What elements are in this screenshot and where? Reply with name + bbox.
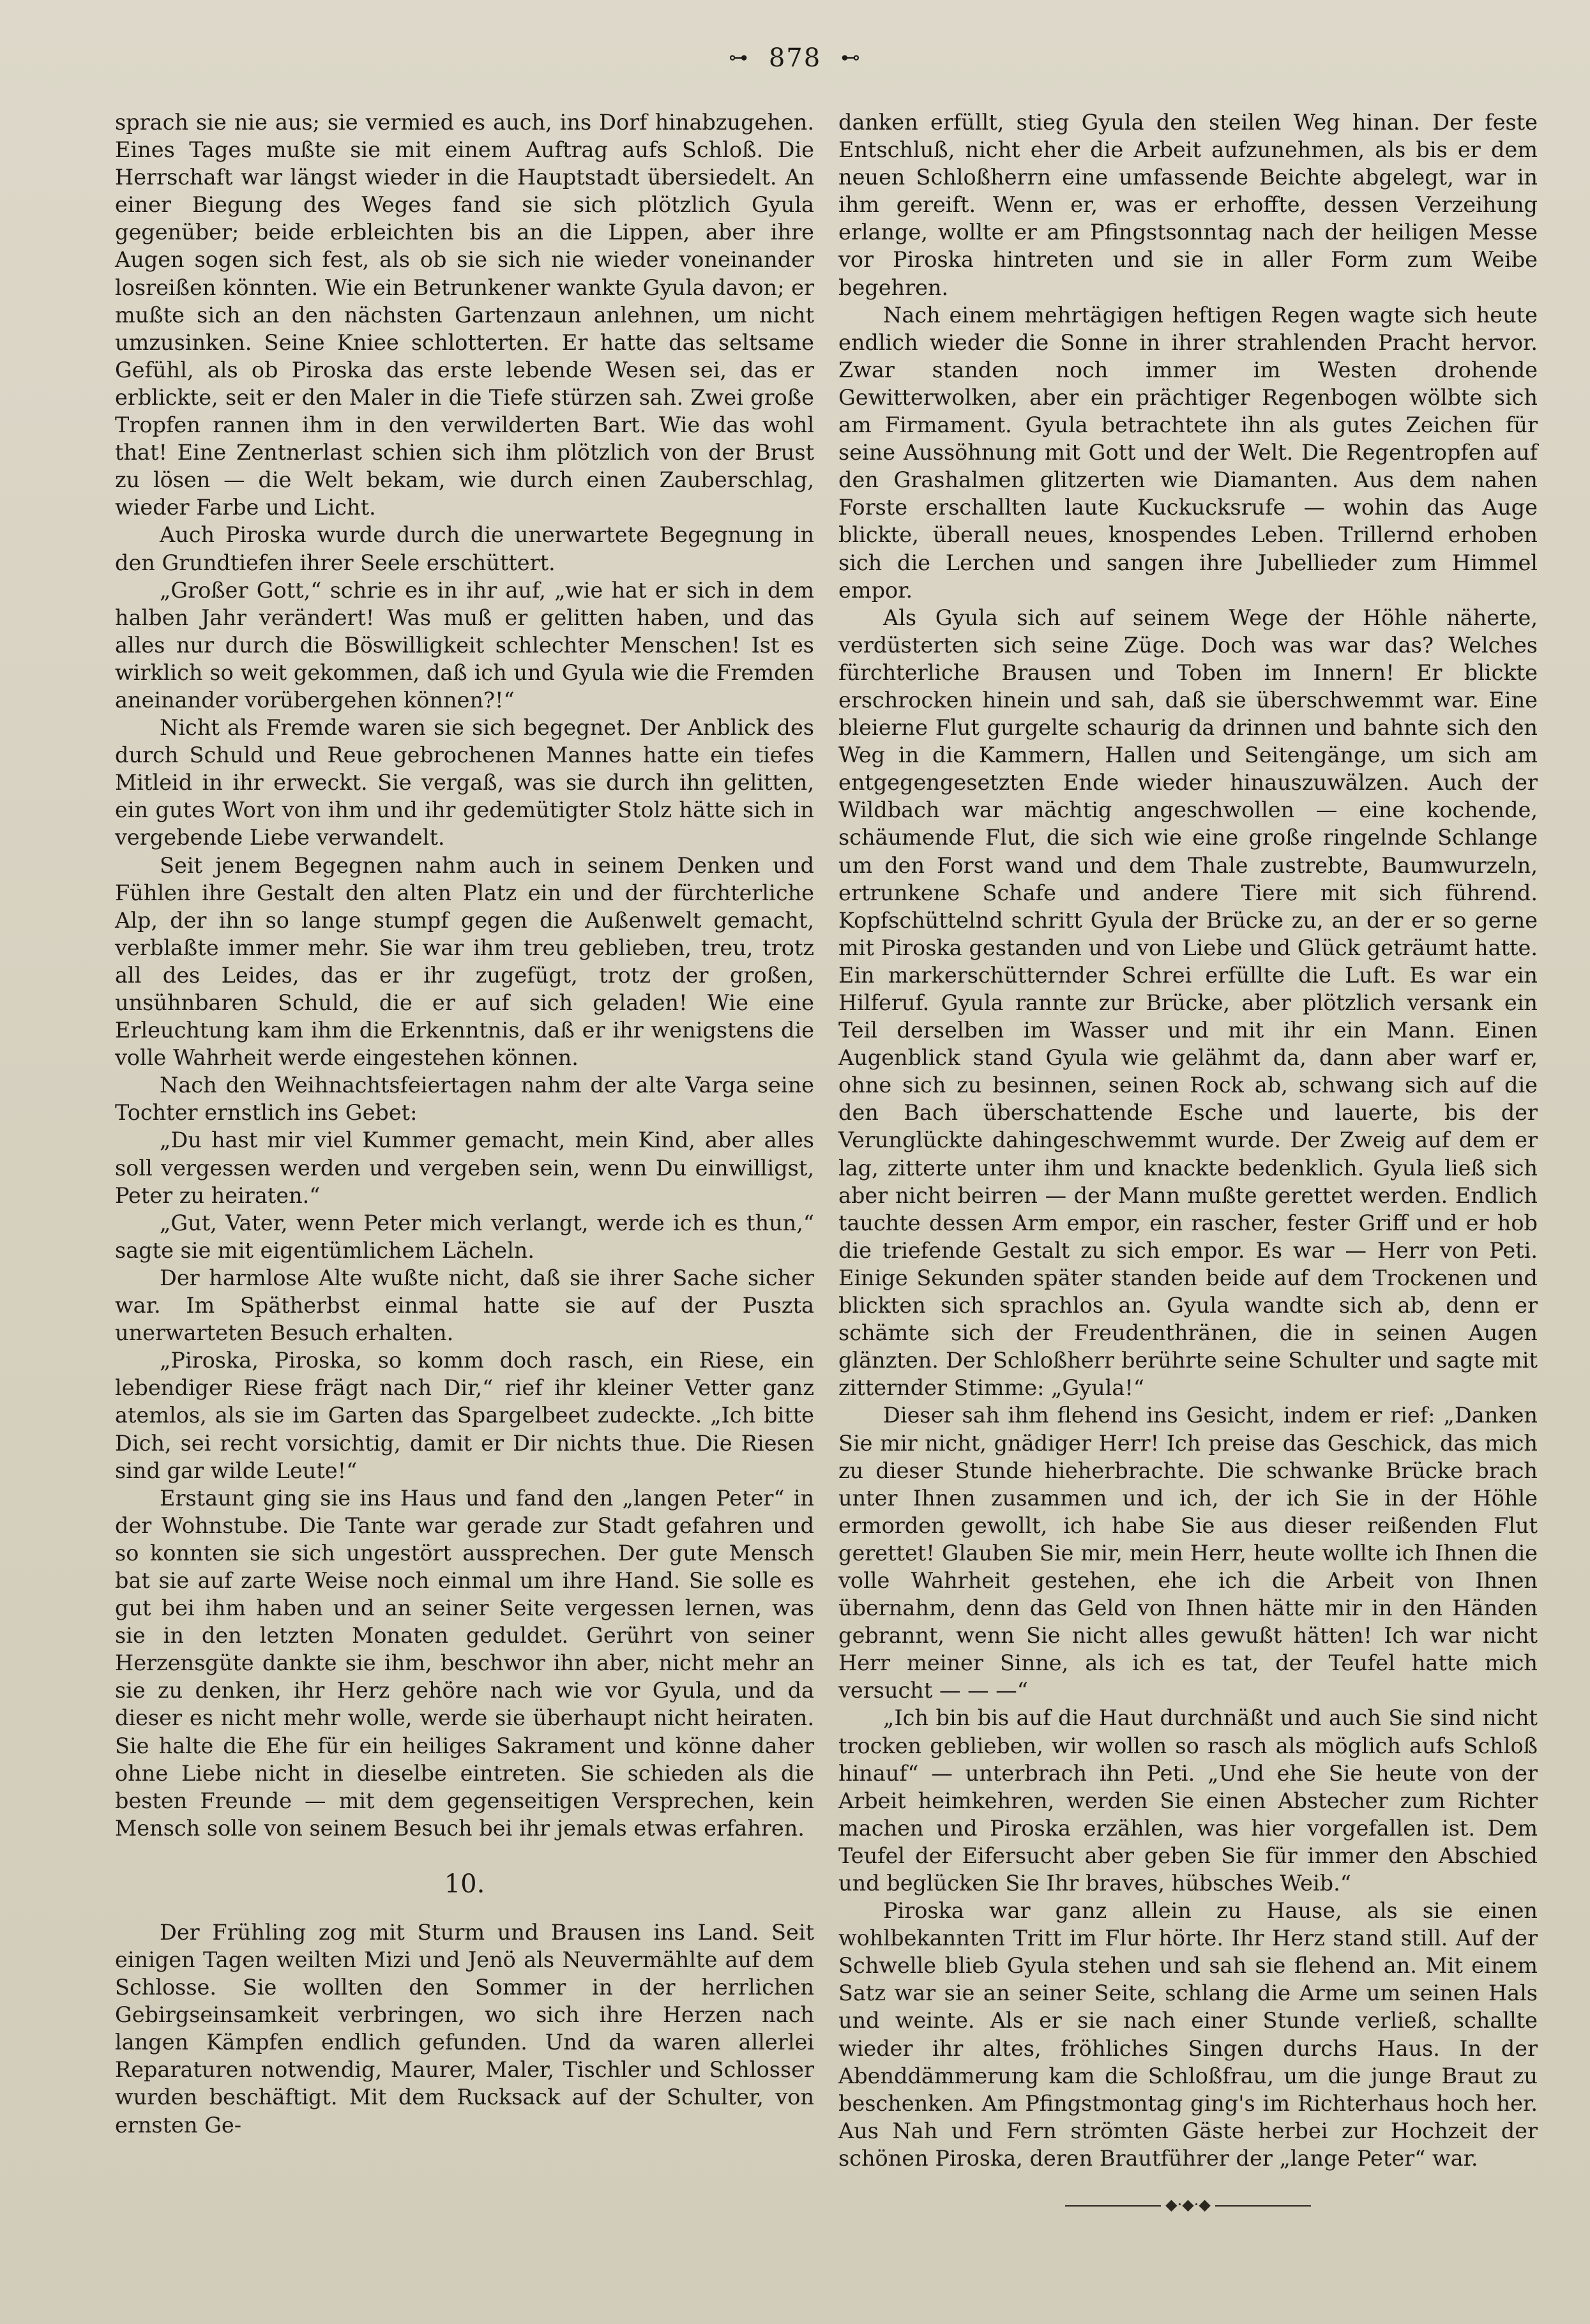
- paragraph: Als Gyula sich auf seinem Wege der Höhle näherte, verdüsterten sich seine Züge. Doch was war das? Welches fürchterliche Brausen und Toben im Innern! Er blickte erschrocken hinein und sah, daß sie überschwemmt war. Eine bleierne Flut gurgelte schaurig da drinnen und bahnte sich den Weg in die Kammern, Hallen und Seitengänge, um sich am entgegengesetzten Ende wieder hinauszuwälzen. Auch der Wildbach war mächtig angeschwollen — eine kochende, schäumende Flut, die sich wie eine große ringelnde Schlange um den Forst wand und dem Thale zustrebte, Baumwurzeln, ertrunkene Schafe und andere Tiere mit sich führend. Kopfschüttelnd schritt Gyula der Brücke zu, an der er so gerne mit Piroska gestanden und von Liebe und Glück geträumt hatte. Ein markerschütternder Schrei erfüllte die Luft. Es war ein Hilferuf. Gyula rannte zur Brücke, aber plötzlich versank ein Teil derselben im Wasser und mit ihr ein Mann. Einen Augenblick stand Gyula wie gelähmt da, dann aber warf er, ohne sich zu besinnen, seinen Rock ab, schwang sich auf die den Bach überschattende Esche und lauerte, bis der Verunglückte dahingeschwemmt wurde. Der Zweig auf dem er lag, zitterte unter ihm und knackte bedenklich. Gyula ließ sich aber nicht beirren — der Mann mußte gerettet werden. Endlich tauchte dessen Arm empor, ein rascher, fester Griff und er hob die triefende Gestalt zu sich empor. Es war — Herr von Peti. Einige Sekunden später standen beide auf dem Trockenen und blickten sich sprachlos an. Gyula wandte sich ab, denn er schämte sich der Freudenthränen, die in seinen Augen glänzten. Der Schloßherr berührte seine Schulter und sagte mit zitternder Stimme: „Gyula!“: [838, 605, 1538, 1401]
- paragraph: Der Frühling zog mit Sturm und Brausen ins Land. Seit einigen Tagen weilten Mizi und Jenö als Neuvermählte auf dem Schlosse. Sie wollten den Sommer in der herrlichen Gebirgseinsamkeit verbringen, wo sich ihre Herzen nach langen Kämpfen endlich gefunden. Und da waren allerlei Reparaturen notwendig, Maurer, Maler, Tischler und Schlosser wurden beschäftigt. Mit dem Rucksack auf der Schulter, von ernsten Ge-: [115, 1919, 814, 2138]
- paragraph: Erstaunt ging sie ins Haus und fand den „langen Peter“ in der Wohnstube. Die Tante war gerade zur Stadt gefahren und so konnten sie sich ungestört aussprechen. Der gute Mensch bat sie auf zarte Weise noch einmal um ihre Hand. Sie solle es gut bei ihm haben und an seiner Seite vergessen lernen, was sie in den letzten Monaten geduldet. Gerührt von seiner Herzensgüte dankte sie ihm, beschwor ihn aber, nicht mehr an sie zu denken, ihr Herz gehöre nach wie vor Gyula, und da dieser es nicht mehr wolle, werde sie überhaupt nicht heiraten. Sie halte die Ehe für ein heiliges Sakrament und könne daher ohne Liebe nicht in dieselbe eintreten. Sie schieden als die besten Freunde — mit dem gegenseitigen Versprechen, kein Mensch solle von seinem Besuch bei ihr jemals etwas erfahren.: [115, 1485, 814, 1841]
- paragraph: „Du hast mir viel Kummer gemacht, mein Kind, aber alles soll vergessen werden und vergeben sein, wenn Du einwilligst, Peter zu heiraten.“: [115, 1128, 814, 1208]
- ornament-left-icon: ⊶: [729, 47, 750, 69]
- paragraph: „Piroska, Piroska, so komm doch rasch, ein Riese, ein lebendiger Riese frägt nach Dir,“ rief ihr kleiner Vetter ganz atemlos, als sie im Garten das Spargelbeet zudeckte. „Ich bitte Dich, sei recht vorsichtig, damit er Dir nichts thue. Die Riesen sind gar wilde Leute!“: [115, 1348, 814, 1483]
- end-ornament-icon: ◆·◆·◆: [838, 2191, 1538, 2219]
- paragraph: Piroska war ganz allein zu Hause, als sie einen wohlbekannten Tritt im Flur hörte. Ihr Herz stand still. Auf der Schwelle blieb Gyula stehen und sah sie flehend an. Mit einem Satz war sie an seiner Seite, schlang die Arme um seinen Hals und weinte. Als er sie nach einer Stunde verließ, schallte wieder ihr altes, fröhliches Singen durchs Haus. In der Abenddämmerung kam die Schloßfrau, um die junge Braut zu beschenken. Am Pfingstmontag ging's im Richterhaus hoch her. Aus Nah und Fern strömten Gäste herbei zur Hochzeit der schönen Piroska, deren Brautführer der „lange Peter“ war.: [838, 1898, 1538, 2171]
- paragraph: Dieser sah ihm flehend ins Gesicht, indem er rief: „Danken Sie mir nicht, gnädiger Herr! Ich preise das Geschick, das mich zu dieser Stunde hieherbrachte. Die schwanke Brücke brach unter Ihnen zusammen und ich, der ich Sie in der Höhle ermorden gewollt, ich habe Sie aus dieser reißenden Flut gerettet! Glauben Sie mir, mein Herr, heute wollte ich Ihnen die volle Wahrheit gestehen, ehe ich die Arbeit von Ihnen übernahm, denn das Geld von Ihnen hätte mir in den Händen gebrannt, wenn Sie nicht alles gewußt hätten! Ich war nicht Herr meiner Sinne, als ich es tat, der Teufel hatte mich versucht — — —“: [838, 1403, 1538, 1703]
- paragraph: Nach einem mehrtägigen heftigen Regen wagte sich heute endlich wieder die Sonne in ihrer strahlenden Pracht hervor. Zwar standen noch immer im Westen drohende Gewitterwolken, aber ein prächtiger Regenbogen wölbte sich am Firmament. Gyula betrachtete ihn als gutes Zeichen für seine Aussöhnung mit Gott und der Welt. Die Regentropfen auf den Grashalmen glitzerten wie Diamanten. Aus dem nahen Forste erschallten laute Kuckucksrufe — wohin das Auge blickte, überall neues, knospendes Leben. Trillernd erhoben sich die Lerchen und sangen ihre Jubellieder zum Himmel empor.: [838, 302, 1538, 603]
- paragraph: Der harmlose Alte wußte nicht, daß sie ihrer Sache sicher war. Im Spätherbst einmal hatte sie auf der Puszta unerwarteten Besuch erhalten.: [115, 1265, 814, 1346]
- paragraph: danken erfüllt, stieg Gyula den steilen Weg hinan. Der feste Entschluß, nicht eher die Arbeit aufzunehmen, als bis er dem neuen Schloßherrn eine umfassende Beichte abgelegt, war in ihm gereift. Wenn er, was er erhoffte, dessen Verzeihung erlange, wollte er am Pfingstsonntag nach der heiligen Messe vor Piroska hintreten und sie in aller Form zum Weibe begehren.: [838, 110, 1538, 300]
- page-number: 878: [768, 43, 822, 73]
- ornament-right-icon: ⊷: [840, 47, 861, 69]
- paragraph: sprach sie nie aus; sie vermied es auch, ins Dorf hinabzugehen. Eines Tages mußte sie mit einem Auftrag aufs Schloß. Die Herrschaft war längst wieder in die Hauptstadt übersiedelt. An einer Biegung des Weges fand sie sich plötzlich Gyula gegenüber; beide erbleichten bis an die Lippen, aber ihre Augen sogen sich fest, als ob sie sich nie wieder voneinander losreißen könnten. Wie ein Betrunkener wankte Gyula davon; er mußte sich an den nächsten Gartenzaun anlehnen, um nicht umzusinken. Seine Kniee schlotterten. Er hatte das seltsame Gefühl, als ob Piroska das erste lebende Wesen sei, das er erblickte, seit er den Maler in die Tiefe stürzen sah. Zwei große Tropfen rannen ihm in den verwilderten Bart. Wie das wohl that! Eine Zentnerlast schien sich ihm plötzlich von der Brust zu lösen — die Welt bekam, wie durch einen Zauberschlag, wieder Farbe und Licht.: [115, 110, 814, 520]
- right-column: [838, 109, 1538, 2219]
- section-number: 10.: [444, 1869, 485, 1899]
- paragraph: „Ich bin bis auf die Haut durchnäßt und auch Sie sind nicht trocken geblieben, wir wollen so rasch als möglich aufs Schloß hinauf“ — unterbrach ihn Peti. „Und ehe Sie heute von der Arbeit heimkehren, werden Sie einen Abstecher zum Richter machen und Piroska erzählen, was hier vorgefallen ist. Dem Teufel der Eifersucht aber geben Sie für immer den Abschied und beglücken Sie Ihr braves, hübsches Weib.“: [838, 1705, 1538, 1896]
- left-column: [115, 109, 814, 2139]
- paragraph: Nach den Weihnachtsfeiertagen nahm der alte Varga seine Tochter ernstlich ins Gebet:: [115, 1073, 814, 1126]
- paragraph: Seit jenem Begegnen nahm auch in seinem Denken und Fühlen ihre Gestalt den alten Platz ein und der fürchterliche Alp, der ihn so lange stumpf gegen die Außenwelt gemacht, verblaßte immer mehr. Sie war ihm treu geblieben, treu, trotz all des Leides, das er ihr zugefügt, trotz der großen, unsühnbaren Schuld, die er auf sich geladen! Wie eine Erleuchtung kam ihm die Erkenntnis, daß er ihr wenigstens die volle Wahrheit werde eingestehen können.: [115, 852, 814, 1071]
- paragraph: „Großer Gott,“ schrie es in ihr auf, „wie hat er sich in dem halben Jahr verändert! Was muß er gelitten haben, und das alles nur durch die Böswilligkeit schlechter Menschen! Ist es wirklich so weit gekommen, daß ich und Gyula wie die Fremden aneinander vorübergehen können?!“: [115, 577, 814, 713]
- paragraph: Auch Piroska wurde durch die unerwartete Begegnung in den Grundtiefen ihrer Seele erschüttert.: [115, 522, 814, 575]
- page-header: [0, 43, 1590, 73]
- paragraph: „Gut, Vater, wenn Peter mich verlangt, werde ich es thun,“ sagte sie mit eigentümlichem Lächeln.: [115, 1210, 814, 1263]
- paragraph: Nicht als Fremde waren sie sich begegnet. Der Anblick des durch Schuld und Reue gebrochenen Mannes hatte ein tiefes Mitleid in ihr erweckt. Sie vergaß, was sie durch ihn gelitten, ein gutes Wort von ihm und ihr gedemütigter Stolz hätte sich in vergebende Liebe verwandelt.: [115, 715, 814, 850]
